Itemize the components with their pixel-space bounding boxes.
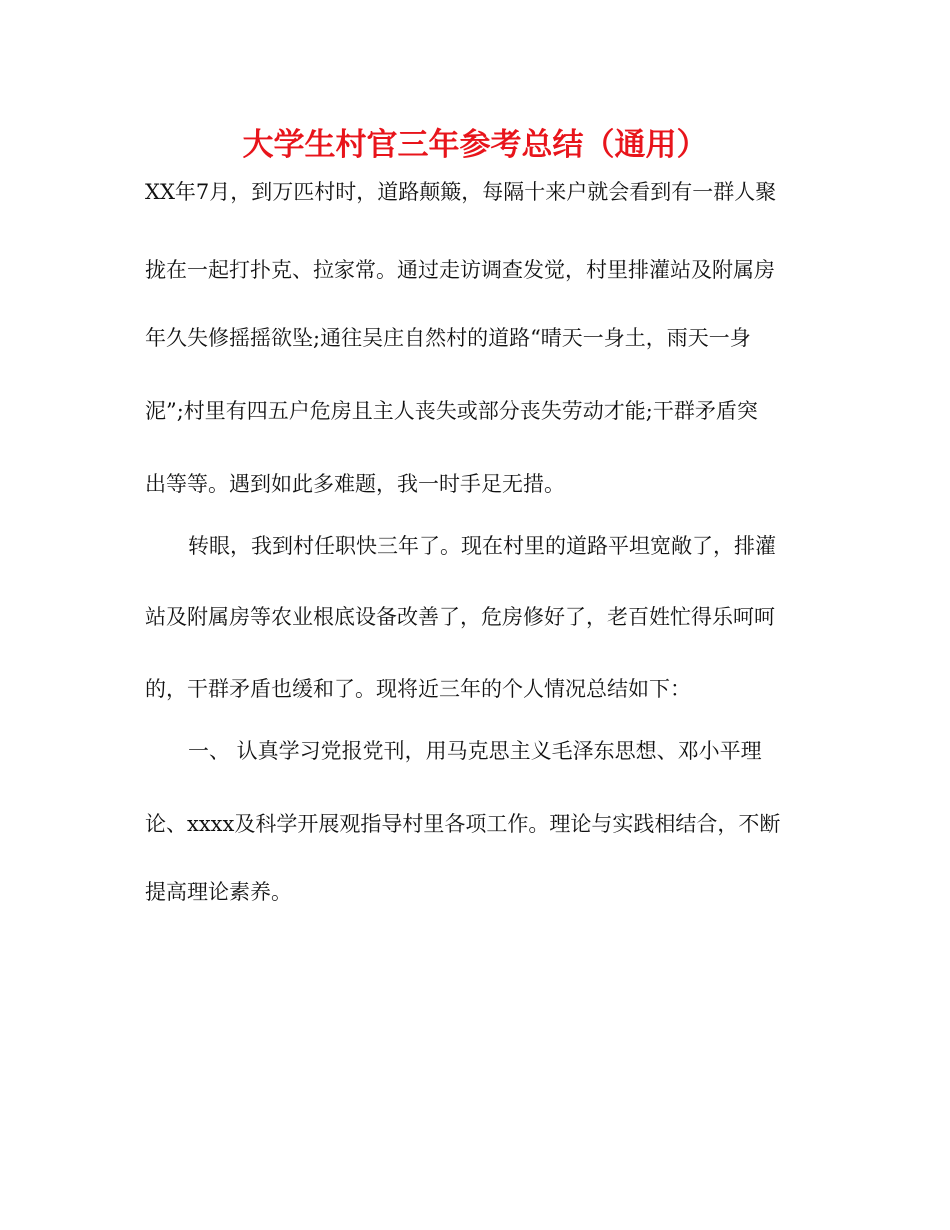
paragraph-1-line-2: 拢在一起打扑克、拉家常。通过走访调查发觉，村里排灌站及附属房: [145, 258, 775, 282]
paragraph-1-line-5: 出等等。遇到如此多难题，我一时手足无措。: [145, 472, 565, 496]
paragraph-3-line-1: 一、 认真学习党报党刊，用马克思主义毛泽东思想、邓小平理: [188, 739, 762, 763]
paragraph-2-line-3: 的，干群矛盾也缓和了。现将近三年的个人情况总结如下：: [145, 677, 691, 701]
paragraph-2-line-2: 站及附属房等农业根底设备改善了，危房修好了，老百姓忙得乐呵呵: [145, 605, 775, 629]
paragraph-1-line-1: XX年7月，到万匹村时，道路颠簸，每隔十来户就会看到有一群人聚: [145, 180, 777, 204]
paragraph-1-line-3: 年久失修摇摇欲坠;通往吴庄自然村的道路“晴天一身土，雨天一身: [145, 326, 751, 350]
paragraph-1-line-4: 泥”;村里有四五户危房且主人丧失或部分丧失劳动才能;干群矛盾突: [145, 399, 758, 423]
paragraph-2-line-1: 转眼，我到村任职快三年了。现在村里的道路平坦宽敞了，排灌: [188, 534, 776, 558]
document-title: 大学生村官三年参考总结（通用）: [242, 127, 708, 163]
paragraph-3-line-2: 论、xxxx及科学开展观指导村里各项工作。理论与实践相结合，不断: [145, 812, 781, 836]
paragraph-3-line-3: 提高理论素养。: [145, 880, 292, 904]
